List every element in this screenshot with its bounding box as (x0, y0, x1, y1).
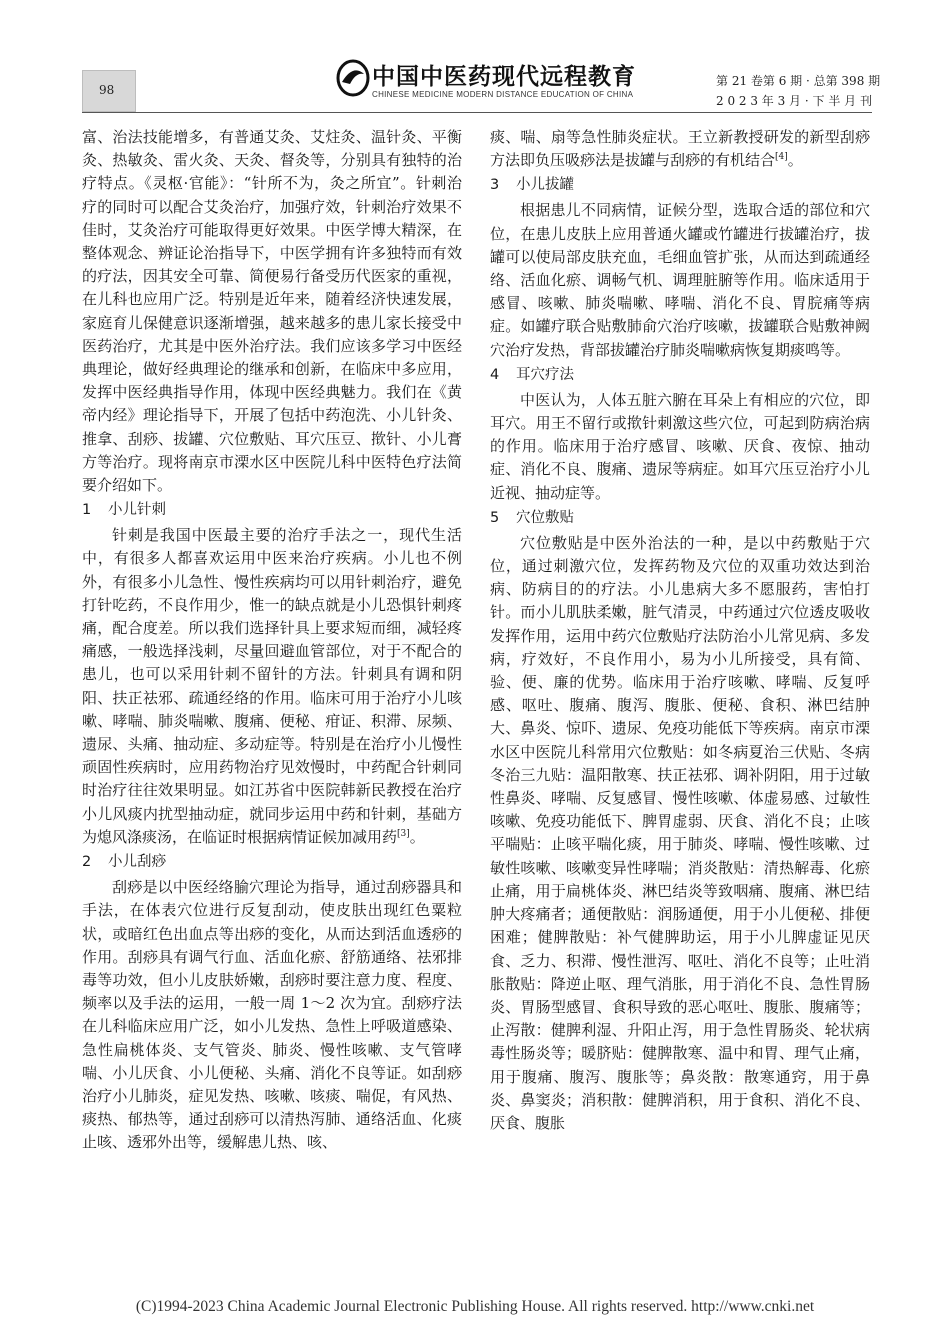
journal-title-english: CHINESE MEDICINE MODERN DISTANCE EDUCATION OF CHINA (372, 90, 634, 99)
paragraph: 中医认为，人体五脏六腑在耳朵上有相应的穴位，即耳穴。用王不留行或揿针刺激这些穴位，可起到防病治病的作用。临床用于治疗感冒、咳嗽、厌食、夜惊、抽动症、消化不良、腹痛、遗尿等病症。如耳穴压豆治疗小儿近视、抽动症等。 (490, 390, 870, 502)
page-number-box (82, 70, 136, 112)
paragraph: 根据患儿不同病情，证候分型，选取合适的部位和穴位，在患儿皮肤上应用普通火罐或竹罐进行拔罐治疗，拔罐可以使局部皮肤充血，毛细血管扩张，从而达到疏通经络、活血化瘀、调畅气机、调理脏腑等作用。临床适用于感冒、咳嗽、肺炎喘嗽、哮喘、消化不良、胃脘痛等病症。如罐疗联合贴敷肺俞穴治疗咳嗽，拔罐联合贴敷神阙穴治疗发热，背部拔罐治疗肺炎喘嗽病恢复期痰鸣等。 (490, 201, 870, 359)
header-rule (82, 112, 872, 113)
paragraph: 痰、喘、扇等急性肺炎症状。王立新教授研发的新型刮痧方法即负压吸痧法是拔罐与刮痧的有机结合[4]。 (490, 128, 870, 170)
journal-title: 中国中医药现代远程教育 (372, 64, 636, 90)
section-heading: 1 小儿针刺 (82, 502, 166, 519)
right-column (490, 126, 870, 1135)
issue-info (716, 71, 896, 111)
paragraph: 富、治法技能增多，有普通艾灸、艾炷灸、温针灸、平衡灸、热敏灸、雷火灸、天灸、督灸等，分别具有独特的治疗特点。《灵枢·官能》：“针所不为，灸之所宜”。针刺治疗的同时可以配合艾灸治疗，加强疗效，针刺治疗效果不佳时，艾灸治疗可能取得更好效果。中医学博大精深，在整体观念、辨证论治指导下，中医学拥有许多独特而有效的疗法，因其安全可靠、简便易行备受历代医家的重视，在儿科也应用广泛。特别是近年来，随着经济快速发展，家庭育儿保健意识逐渐增强，越来越多的患儿家长接受中医药治疗，尤其是中医外治疗法。我们应该多学习中医经典理论，做好经典理论的继承和创新，在临床中多应用，发挥中医经典指导作用，体现中医经典魅力。我们在《黄帝内经》理论指导下，开展了包括中药泡洗、小儿针灸、推拿、刮痧、拔罐、穴位敷贴、耳穴压豆、揿针、小儿膏方等治疗。现将南京市溧水区中医院儿科中医特色疗法简要介绍如下。 (82, 128, 462, 495)
issue-volume: 第 21 卷第 6 期 · 总第 398 期 (716, 74, 881, 88)
paragraph: 穴位敷贴是中医外治法的一种，是以中药敷贴于穴位，通过刺激穴位，发挥药物及穴位的双重功效达到治病、防病目的的疗法。小儿患病大多不愿服药，害怕打针。而小儿肌肤柔嫩，脏气清灵，中药通过穴位透皮吸收发挥作用，运用中药穴位敷贴疗法防治小儿常见病、多发病，疗效好，不良作用小，易为小儿所接受，具有简、验、便、廉的优势。临床用于治疗咳嗽、哮喘、反复呼感、呕吐、腹痛、腹泻、腹胀、便秘、食积、淋巴结肿大、鼻炎、惊吓、遗尿、免疫功能低下等疾病。南京市溧水区中医院儿科常用穴位敷贴：如冬病夏治三伏贴、冬病冬治三九贴：温阳散寒、扶正祛邪、调补阴阳，用于过敏性鼻炎、哮喘、反复感冒、慢性咳嗽、体虚易感、过敏性咳嗽、免疫功能低下、脾胃虚弱、厌食、消化不良；止咳平喘贴：止咳平喘化痰，用于肺炎、哮喘、慢性咳嗽、过敏性咳嗽、咳嗽变异性哮喘；消炎散贴：清热解毒、化瘀止痛，用于扁桃体炎、淋巴结炎等致咽痛、腹痛、淋巴结肿大疼痛者；通便散贴：润肠通便，用于小儿便秘、排便困难；健脾散贴：补气健脾助运，用于小儿脾虚证见厌食、乏力、积滞、慢性泄泻、呕吐、消化不良等；止吐消胀散贴：降逆止呕、理气消胀，用于消化不良、急性胃肠炎、胃肠型感冒、食积导致的恶心呕吐、腹胀、腹痛等；止泻散：健脾利湿、升阳止泻，用于急性胃肠炎、轮状病毒性肠炎等；暖脐贴：健脾散寒、温中和胃、理气止痛，用于腹痛、腹泻、腹胀等；鼻炎散：散寒通窍，用于鼻炎、鼻窦炎；消积散：健脾消积，用于食积、消化不良、厌食、腹胀 (490, 533, 870, 1132)
paragraph: 刮痧是以中医经络腧穴理论为指导，通过刮痧器具和手法，在体表穴位进行反复刮动，使皮肤出现红色粟粒状，或暗红色出血点等出痧的变化，从而达到活血透痧的作用。刮痧具有调气行血、活血化瘀、舒筋通络、祛邪排毒等功效，但小儿皮肤娇嫩，刮痧时要注意力度、程度、频率以及手法的运用，一般一周 1～2 次为宜。刮痧疗法在儿科临床应用广泛，如小儿发热、急性上呼吸道感染、急性扁桃体炎、支气管炎、肺炎、慢性咳嗽、支气管哮喘、小儿厌食、小儿便秘、头痛、消化不良等证。如刮痧治疗小儿肺炎，症见发热、咳嗽、咳痰、喘促，有风热、痰热、郁热等，通过刮痧可以清热泻肺、通络活血、化痰止咳、透邪外出等，缓解患儿热、咳、 (82, 878, 462, 1152)
section-heading: 3 小儿拔罐 (490, 177, 574, 194)
citation: [3] (397, 828, 410, 839)
page-header (0, 0, 950, 112)
section-heading: 2 小儿刮痧 (82, 854, 166, 871)
paragraph: 针刺是我国中医最主要的治疗手法之一，现代生活中，有很多人都喜欢运用中医来治疗疾病。小儿也不例外，有很多小儿急性、慢性疾病均可以用针刺治疗，避免打针吃药，不良作用少，惟一的缺点就是小儿恐惧针刺疼痛，配合度差。所以我们选择针具上要求短而细，减轻疼痛感，一般选择浅刺，尽量回避血管部位，对于不配合的患儿，也可以采用针刺不留针的方法。针刺具有调和阴阳、扶正祛邪、疏通经络的作用。临床可用于治疗小儿咳嗽、哮喘、肺炎喘嗽、腹痛、便秘、疳证、积滞、尿频、遗尿、头痛、抽动症、多动症等。特别是在治疗小儿慢性顽固性疾病时，应用药物治疗见效慢时，中药配合针刺同时治疗往往效果明显。如江苏省中医院韩新民教授在治疗小儿风痰内扰型抽动症，就同步运用中药和针刺，基础方为熄风涤痰汤，在临证时根据病情证候加减用药[3]。 (82, 526, 462, 846)
issue-date: 2 0 2 3 年 3 月 · 下 半 月 刊 (716, 94, 872, 108)
journal-logo-icon (336, 58, 370, 98)
citation: [4] (775, 152, 788, 163)
section-heading: 4 耳穴疗法 (490, 366, 574, 383)
left-column (82, 126, 462, 1155)
page-number: 98 (99, 83, 115, 97)
copyright-footer: (C)1994-2023 China Academic Journal Electronic Publishing House. All rights reserved. http://www.cnki.net (135, 1298, 815, 1315)
section-heading: 5 穴位敷贴 (490, 509, 574, 526)
